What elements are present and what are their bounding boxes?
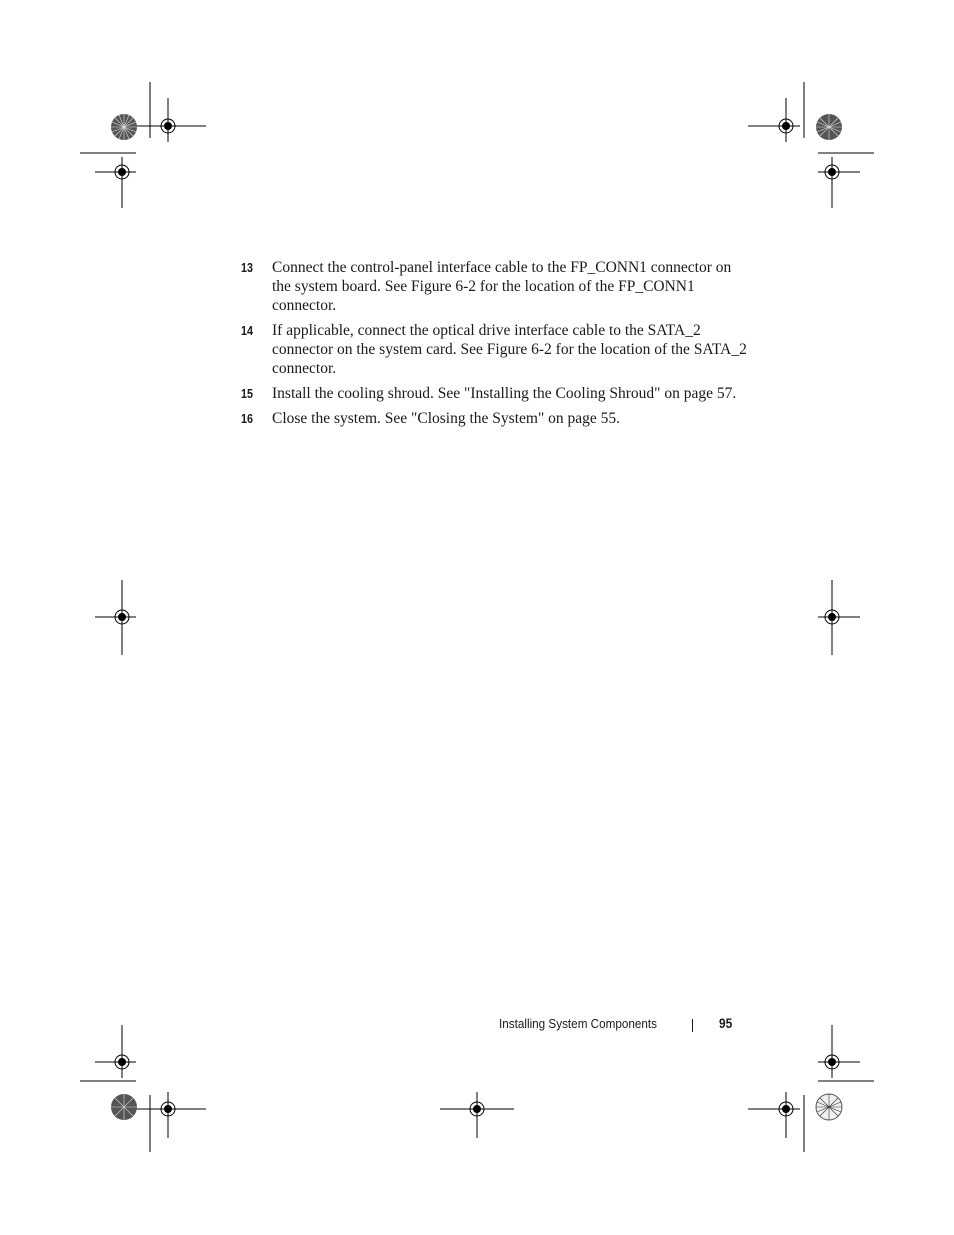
step-item bbox=[241, 384, 751, 403]
step-item bbox=[241, 409, 751, 428]
step-text: Connect the control-panel interface cable to the FP_CONN1 connector on the system board. See Figure 6-2 for the location of the FP_CONN1 connector. bbox=[272, 259, 732, 314]
registration-target-icon bbox=[748, 98, 800, 142]
step-item bbox=[241, 321, 751, 378]
registration-target-icon bbox=[130, 1092, 206, 1138]
step-text: Close the system. See "Closing the System" on page 55. bbox=[272, 410, 621, 427]
step-item bbox=[241, 258, 751, 315]
registration-target-icon bbox=[440, 1092, 514, 1138]
star-target-icon bbox=[816, 1094, 842, 1120]
step-number: 13 bbox=[241, 261, 253, 275]
step-number: 16 bbox=[241, 412, 253, 426]
step-number: 14 bbox=[241, 324, 253, 338]
registration-target-icon bbox=[818, 157, 860, 208]
crop-mark-bottom-right bbox=[804, 1081, 874, 1152]
step-number: 15 bbox=[241, 387, 253, 401]
star-target-icon bbox=[111, 1094, 137, 1120]
procedure-steps bbox=[241, 258, 751, 434]
star-target-icon bbox=[816, 114, 842, 140]
registration-target-icon bbox=[95, 157, 136, 208]
crop-mark-bottom-left bbox=[80, 1081, 150, 1152]
page-number: 95 bbox=[719, 1015, 733, 1031]
page-footer bbox=[0, 1014, 954, 1036]
footer-divider bbox=[692, 1019, 693, 1032]
step-text: Install the cooling shroud. See "Installing the Cooling Shroud" on page 57. bbox=[272, 385, 737, 402]
crop-mark-top-right bbox=[804, 82, 874, 153]
registration-target-icon bbox=[130, 98, 206, 142]
registration-target-icon bbox=[818, 580, 860, 655]
star-target-icon bbox=[111, 114, 137, 140]
registration-target-icon bbox=[95, 580, 136, 655]
crop-mark-top-left bbox=[80, 82, 150, 153]
registration-target-icon bbox=[748, 1092, 800, 1138]
step-text: If applicable, connect the optical drive interface cable to the SATA_2 connector on the system card. See Figure 6-2 for the location of the SATA_2 connector. bbox=[272, 322, 747, 377]
section-title: Installing System Components bbox=[499, 1016, 658, 1031]
